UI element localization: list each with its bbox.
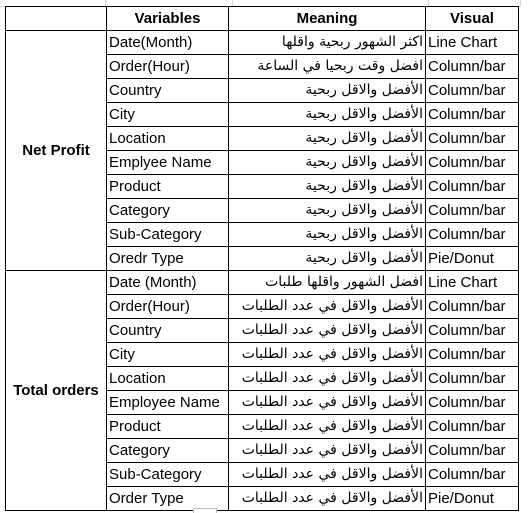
meaning-cell: افضل الشهور واقلها طلبات bbox=[229, 271, 426, 295]
visual-cell: Line Chart bbox=[426, 271, 519, 295]
table-row bbox=[6, 271, 519, 295]
variable-cell: Sub-Category bbox=[107, 463, 229, 487]
visual-cell: Column/bar bbox=[426, 415, 519, 439]
visual-cell: Column/bar bbox=[426, 295, 519, 319]
table-body bbox=[6, 31, 519, 511]
visual-cell: Column/bar bbox=[426, 79, 519, 103]
variable-cell: Category bbox=[107, 439, 229, 463]
variable-cell: Order(Hour) bbox=[107, 55, 229, 79]
variable-cell: City bbox=[107, 103, 229, 127]
meaning-cell: الأفضل والاقل في عدد الطلبات bbox=[229, 463, 426, 487]
meaning-cell: الأفضل والاقل في عدد الطلبات bbox=[229, 391, 426, 415]
sheet-tab-marker bbox=[193, 508, 217, 513]
meaning-cell: الأفضل والاقل ربحية bbox=[229, 79, 426, 103]
visual-cell: Pie/Donut bbox=[426, 487, 519, 511]
group-label: Net Profit bbox=[6, 31, 107, 271]
visual-cell: Column/bar bbox=[426, 367, 519, 391]
variable-cell: Location bbox=[107, 367, 229, 391]
variable-cell: Order Type bbox=[107, 487, 229, 511]
meaning-cell: الأفضل والاقل ربحية bbox=[229, 175, 426, 199]
table-row bbox=[6, 31, 519, 55]
variable-cell: Order(Hour) bbox=[107, 295, 229, 319]
variable-cell: Category bbox=[107, 199, 229, 223]
meaning-cell: اكثر الشهور ربحية واقلها bbox=[229, 31, 426, 55]
header-variables: Variables bbox=[107, 7, 229, 31]
variable-cell: Country bbox=[107, 319, 229, 343]
visual-cell: Column/bar bbox=[426, 175, 519, 199]
variable-cell: Employee Name bbox=[107, 391, 229, 415]
meaning-cell: الأفضل والاقل ربحية bbox=[229, 151, 426, 175]
meaning-cell: الأفضل والاقل في عدد الطلبات bbox=[229, 415, 426, 439]
gridline bbox=[520, 0, 521, 6]
visual-cell: Column/bar bbox=[426, 439, 519, 463]
variable-cell: Product bbox=[107, 175, 229, 199]
visual-cell: Line Chart bbox=[426, 31, 519, 55]
meaning-cell: الأفضل والاقل ربحية bbox=[229, 127, 426, 151]
variable-cell: Product bbox=[107, 415, 229, 439]
visual-cell: Column/bar bbox=[426, 103, 519, 127]
visual-cell: Column/bar bbox=[426, 343, 519, 367]
meaning-cell: افضل وقت ربحيا في الساعة bbox=[229, 55, 426, 79]
meaning-cell: الأفضل والاقل في عدد الطلبات bbox=[229, 343, 426, 367]
variable-cell: Date (Month) bbox=[107, 271, 229, 295]
meaning-cell: الأفضل والاقل ربحية bbox=[229, 103, 426, 127]
visual-cell: Pie/Donut bbox=[426, 247, 519, 271]
visual-cell: Column/bar bbox=[426, 463, 519, 487]
header-row bbox=[6, 7, 519, 31]
meaning-cell: الأفضل والاقل في عدد الطلبات bbox=[229, 487, 426, 511]
header-meaning: Meaning bbox=[229, 7, 426, 31]
variable-cell: Date(Month) bbox=[107, 31, 229, 55]
data-table bbox=[5, 6, 519, 511]
header-group bbox=[6, 7, 107, 31]
variable-cell: Sub-Category bbox=[107, 223, 229, 247]
visual-cell: Column/bar bbox=[426, 151, 519, 175]
header-visual: Visual bbox=[426, 7, 519, 31]
meaning-cell: الأفضل والاقل في عدد الطلبات bbox=[229, 295, 426, 319]
visual-cell: Column/bar bbox=[426, 55, 519, 79]
meaning-cell: الأفضل والاقل ربحية bbox=[229, 247, 426, 271]
variable-cell: Location bbox=[107, 127, 229, 151]
variable-cell: Country bbox=[107, 79, 229, 103]
meaning-cell: الأفضل والاقل ربحية bbox=[229, 199, 426, 223]
meaning-cell: الأفضل والاقل في عدد الطلبات bbox=[229, 367, 426, 391]
visual-cell: Column/bar bbox=[426, 223, 519, 247]
variable-cell: City bbox=[107, 343, 229, 367]
variable-cell: Oredr Type bbox=[107, 247, 229, 271]
visual-cell: Column/bar bbox=[426, 199, 519, 223]
variable-cell: Emplyee Name bbox=[107, 151, 229, 175]
meaning-cell: الأفضل والاقل في عدد الطلبات bbox=[229, 319, 426, 343]
visual-cell: Column/bar bbox=[426, 127, 519, 151]
visual-cell: Column/bar bbox=[426, 319, 519, 343]
meaning-cell: الأفضل والاقل ربحية bbox=[229, 223, 426, 247]
meaning-cell: الأفضل والاقل في عدد الطلبات bbox=[229, 439, 426, 463]
group-label: Total orders bbox=[6, 271, 107, 511]
visual-cell: Column/bar bbox=[426, 391, 519, 415]
